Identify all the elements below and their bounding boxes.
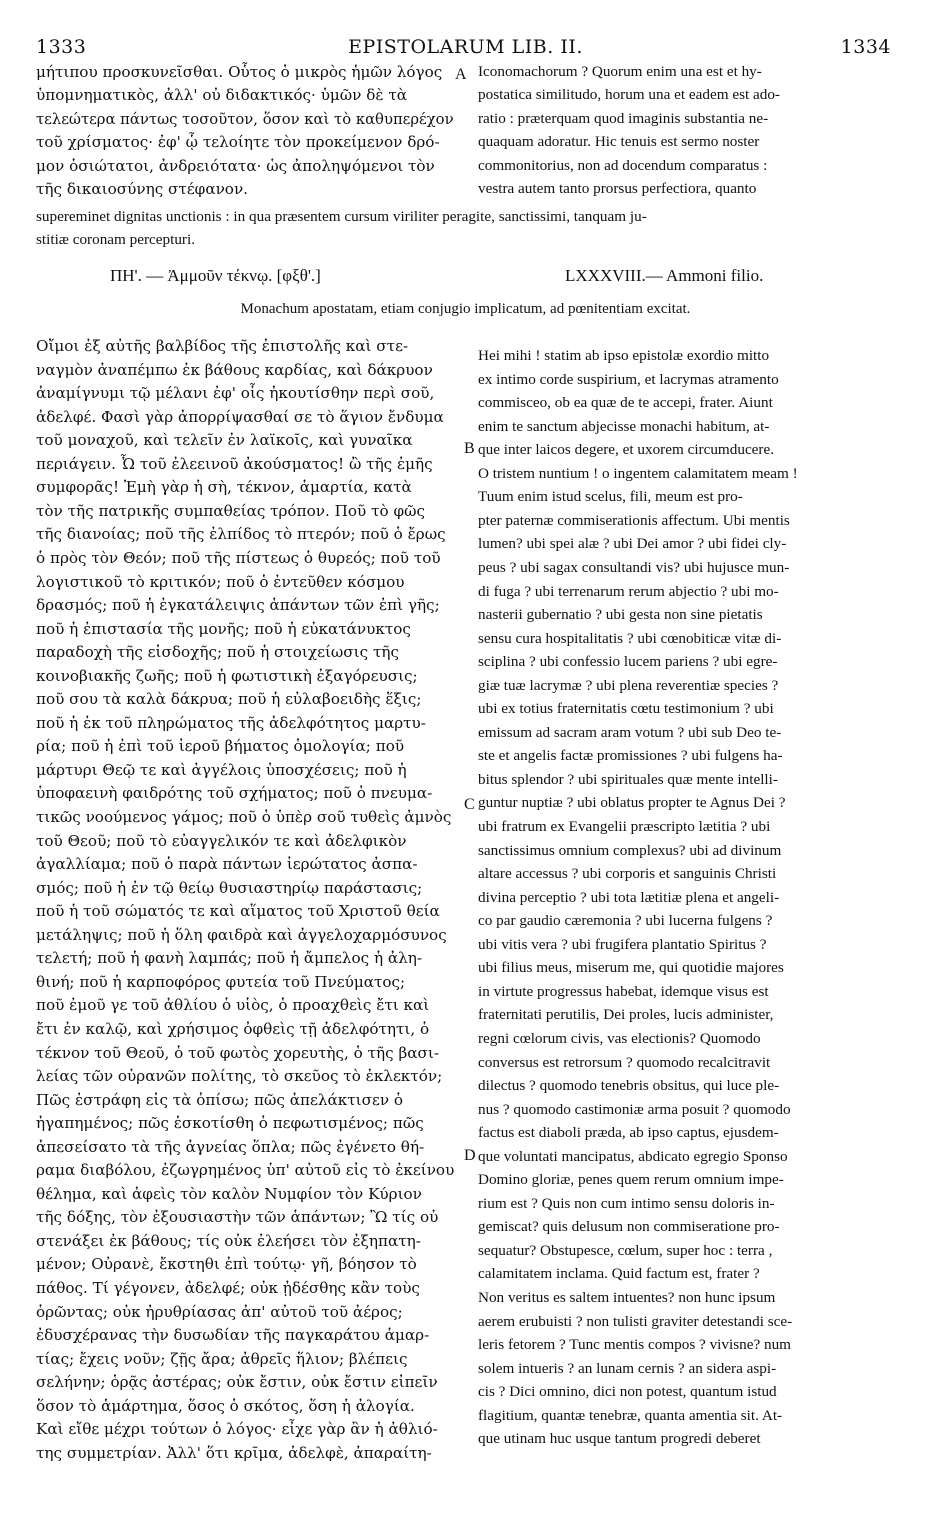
- text-line: postatica similitudo, horum una et eadem est ado-: [478, 86, 780, 104]
- text-line: sanctissimus omnium complexus? ubi ad divinum: [478, 841, 782, 859]
- text-line: stitiæ coronam percepturi.: [36, 231, 196, 249]
- text-line: quaquam adoratur. Hic tenuis est sermo noster: [478, 133, 760, 151]
- text-line: in virtute progressus habebat, idemque visus est: [478, 982, 769, 1000]
- text-line: κοινοβιακῆς ζωῆς; ποῦ ἡ φωτιστικὴ ἐξαγόρευσις;: [36, 666, 418, 685]
- text-line: ἠγαπημένος; πῶς ἐσκοτίσθη ὁ πεφωτισμένος; πῶς: [36, 1114, 424, 1133]
- text-line: σελήνην; ὁρᾷς ἀστέρας; οὐκ ἔστιν, οὐκ ἔστιν εἰπεῖν: [36, 1373, 438, 1392]
- text-line: παραδοχὴ τῆς εἰσδοχῆς; ποῦ ἡ στοιχείωσις τῆς: [36, 643, 399, 662]
- text-line: O tristem nuntium ! o ingentem calamitatem meam !: [478, 464, 798, 482]
- text-line: ubi ex totius fraternitatis cœtu testimonium ? ubi: [478, 700, 774, 718]
- text-line: πάθος. Τί γέγονεν, ἀδελφέ; οὐκ ᾐδέσθης κἂν τοὺς: [36, 1279, 420, 1297]
- text-line: leris fetorem ? Tunc mentis compos ? vivisne? num: [478, 1336, 791, 1354]
- text-line: ποῦ σου τὰ καλὰ δάκρυα; ποῦ ἡ εὐλαβοειδὴς ἕξις;: [36, 690, 422, 709]
- text-line: conversus est retrorsum ? quomodo recalcitravit: [478, 1053, 771, 1071]
- text-line: bitus splendor ? ubi spirituales quæ mente intelli-: [478, 770, 778, 788]
- text-line: τῆς δόξης, τὸν ἐξουσιαστὴν τῶν ἁπάντων; Ὢ τίς οὐ: [36, 1208, 439, 1227]
- text-line: que voluntati mancipatus, abdicato egregio Sponso: [478, 1147, 788, 1165]
- text-line: τοῦ μοναχοῦ, καὶ τελεῖν ἐν λαϊκοῖς, καὶ γυναῖκα: [36, 431, 413, 450]
- text-line: emissum ad sacram aram votum ? ubi sub Deo te-: [478, 723, 782, 741]
- text-line: fraternitati perutilis, Dei proles, lucis administer,: [478, 1006, 774, 1024]
- text-line: rium est ? Quis non cum intimo sensu doloris in-: [478, 1194, 775, 1212]
- margin-marker-d: D: [464, 1147, 476, 1164]
- page-number-right: 1334: [840, 36, 891, 58]
- text-line: flagitium, quantæ tenebræ, quanta amentia sit. At-: [478, 1406, 783, 1424]
- text-line: ποῦ ἡ τοῦ σώματός τε καὶ αἵματος τοῦ Χριστοῦ θεία: [36, 902, 440, 921]
- text-line: supereminet dignitas unctionis : in qua præsentem cursum viriliter peragite, sanctissimi, tanquam ju-: [36, 208, 647, 225]
- text-line: ὅσον τὸ ἁμάρτημα, ὅσος ὁ σκότος, ὅση ἡ ἀλογία.: [36, 1396, 415, 1415]
- text-line: μάρτυρι Θεῷ τε καὶ ἀγγέλοις ὑποσχέσεις; ποῦ ἡ: [36, 760, 407, 779]
- text-line: ἐδυσχέρανας τὴν δυσωδίαν τῆς παγκαράτου ἁμαρ-: [36, 1326, 430, 1345]
- text-line: nasterii gubernatio ? ubi gesta non sine pietatis: [478, 606, 763, 624]
- text-line: ubi filius meus, miserum me, qui quotidie majores: [478, 959, 784, 977]
- text-line: commisceo, ob ea quæ de te accepi, frater. Aiunt: [478, 394, 773, 412]
- text-line: συμφορᾶς! Ἐμὴ γὰρ ἡ σὴ, τέκνον, ἁμαρτία, κατὰ: [36, 478, 412, 497]
- text-line: ὁρῶντας; οὐκ ἠρυθρίασας ἀπ' αὐτοῦ τοῦ ἀέρος;: [36, 1302, 403, 1321]
- text-line: sequatur? Obstupesce, cœlum, super hoc : terra ,: [478, 1241, 773, 1259]
- text-line: περιάγειν. Ὦ τοῦ ἐλεεινοῦ ἀκούσματος! ὢ τῆς ἐμῆς: [36, 454, 433, 473]
- text-line: ἀπεσείσατο τὰ τῆς ἁγνείας ὅπλα; πῶς ἐγένετο θή-: [36, 1137, 425, 1156]
- text-line: ste et angelis factæ promissiones ? ubi fulgens ha-: [478, 747, 783, 765]
- text-line: peus ? ubi sagax consultandi vis? ubi hujusce mun-: [478, 558, 790, 576]
- text-line: calamitatem inclama. Quid factum est, frater ?: [478, 1265, 760, 1283]
- text-line: regni cœlorum civis, vas electionis? Quomodo: [478, 1029, 761, 1047]
- text-line: ἀδελφέ. Φασὶ γὰρ ἀπορρίψασθαί σε τὸ ἅγιον ἔνδυμα: [36, 407, 444, 426]
- text-line: ὁ πρὸς τὸν Θεόν; ποῦ τῆς πίστεως ὁ θυρεός; ποῦ τοῦ: [36, 548, 441, 567]
- text-line: guntur nuptiæ ? ubi oblatus propter te Agnus Dei ?: [478, 794, 786, 812]
- text-line: aerem erubuisti ? non tulisti graviter detestandi sce-: [478, 1312, 793, 1330]
- text-line: Πῶς ἐστράφη εἰς τὰ ὀπίσω; πῶς ἀπελάκτισεν ὁ: [36, 1090, 404, 1109]
- text-line: ex intimo corde suspirium, et lacrymas atramento: [478, 370, 779, 388]
- letter-heading-latin: LXXXVIII.— Ammoni filio.: [565, 266, 764, 285]
- text-line: factus est diaboli præda, ab ipso captus, ejusdem-: [478, 1124, 779, 1142]
- text-line: της συμμετρίαν. Ἀλλ' ὅτι κρῖμα, ἀδελφὲ, ἀπαραίτη-: [36, 1443, 432, 1462]
- text-line: Iconomachorum ? Quorum enim una est et hy-: [478, 63, 762, 80]
- text-line: μετάληψις; ποῦ ἡ ὅλη φαιδρὰ καὶ ἀγγελοχαρμόσυνος: [36, 925, 447, 944]
- text-line: altare accessus ? ubi corporis et sanguinis Christi: [478, 865, 777, 883]
- text-line: co par gaudio cæremonia ? ubi lucerna fulgens ?: [478, 912, 773, 930]
- text-line: τέκνον τοῦ Θεοῦ, ὁ τοῦ φωτὸς χορευτὴς, ὁ τῆς βασι-: [36, 1043, 439, 1062]
- margin-marker-b: B: [464, 440, 475, 457]
- text-line: ἀγαλλίαμα; ποῦ ὁ παρὰ πάντων ἱερώτατος ἀσπα-: [36, 855, 418, 874]
- text-line: que inter laicos degere, et uxorem circumducere.: [478, 441, 775, 459]
- text-line: solem intueris ? an lunam cernis ? an sidera aspi-: [478, 1359, 777, 1377]
- text-line: τῆς διανοίας; ποῦ τῆς ἐλπίδος τὸ πτερόν; ποῦ ὁ ἔρως: [36, 525, 446, 544]
- text-line: commonitorius, non ad docendum comparatus :: [478, 156, 768, 174]
- text-line: ναγμὸν ἀναπέμπω ἐκ βάθους καρδίας, καὶ δάκρυον: [36, 360, 433, 379]
- text-line: ποῦ ἡ ἐπιστασία τῆς μονῆς; ποῦ ἡ εὐκατάνυκτος: [36, 619, 411, 638]
- text-line: τῆς δικαιοσύνης στέφανον.: [36, 180, 249, 198]
- text-line: λείας τῶν οὐρανῶν πολίτης, τὸ σκεῦος τὸ ἐκλεκτόν;: [36, 1067, 443, 1086]
- text-line: Καὶ εἴθε μέχρι τούτων ὁ λόγος· εἶχε γὰρ ἂν ἡ ἀθλιό-: [36, 1420, 438, 1439]
- text-line: ἀναμίγνυμι τῷ μέλανι ἐφ' οἷς ἠκουτίσθην περὶ σοῦ,: [36, 384, 435, 403]
- text-line: ποῦ ἐμοῦ γε τοῦ ἀθλίου ὁ υἱὸς, ὁ προαχθεὶς ἔτι καὶ: [36, 996, 430, 1015]
- text-line: divina perceptio ? ubi tota lætitiæ plena et angeli-: [478, 888, 780, 906]
- text-line: τελεώτερα πάντως τοσοῦτον, ὅσον καὶ τὸ καθυπερέχον: [36, 109, 454, 128]
- margin-marker-c: C: [464, 796, 475, 813]
- text-line: δρασμός; ποῦ ἡ ἐγκατάλειψις ἁπάντων τῶν ἐπὶ γῆς;: [36, 596, 440, 615]
- text-line: μένον; Οὐρανὲ, ἔκστηθι ἐπὶ τούτῳ· γῆ, βόησον τὸ: [36, 1255, 417, 1274]
- margin-marker-a: A: [455, 66, 467, 83]
- page-number-left: 1333: [36, 36, 87, 58]
- text-line: ratio : præterquam quod imaginis substantia ne-: [478, 109, 769, 127]
- text-line: τὸν τῆς πατρικῆς συμπαθείας τρόπον. Ποῦ τὸ φῶς: [36, 501, 425, 520]
- text-line: nus ? quomodo castimoniæ arma posuit ? quomodo: [478, 1100, 791, 1118]
- text-line: giæ tuæ lacrymæ ? ubi plena reverentiæ species ?: [478, 676, 779, 694]
- text-line: στενάξει ἐκ βάθους; τίς οὐκ ἐλεήσει τὸν ἐξηπατη-: [36, 1231, 421, 1250]
- text-line: Domino gloriæ, penes quem rerum omnium impe-: [478, 1171, 784, 1189]
- text-line: ποῦ ἡ ἐκ τοῦ πληρώματος τῆς ἀδελφότητος μαρτυ-: [36, 713, 426, 732]
- text-line: gemiscat? quis delusum non commiseratione pro-: [478, 1218, 780, 1236]
- text-line: Οἴμοι ἐξ αὐτῆς βαλβίδος τῆς ἐπιστολῆς καὶ στε-: [36, 337, 409, 355]
- text-line: di fuga ? ubi terrenarum rerum abjectio ? ubi mo-: [478, 582, 779, 600]
- text-line: τοῦ Θεοῦ; ποῦ τὸ εὐαγγελικόν τε καὶ ἀδελφικὸν: [36, 831, 407, 850]
- text-line: ὑποφαεινὴ φαιδρότης τοῦ σχήματος; ποῦ ὁ πνευμα-: [36, 784, 433, 803]
- text-line: τοῦ χρίσματος· ἐφ' ᾧ τελοίητε τὸν προκείμενον δρό-: [36, 133, 440, 152]
- text-line: τελετή; ποῦ ἡ φανὴ λαμπάς; ποῦ ἡ ἄμπελος ἡ ἀλη-: [36, 949, 423, 968]
- text-line: que utinam huc usque tantum progredi deberet: [478, 1430, 761, 1448]
- text-line: ubi fratrum ex Evangelii præscripto lætitia ? ubi: [478, 818, 771, 835]
- text-line: τίας; ἔχεις νοῦν; ζῇς ἄρα; ἀθρεῖς ἥλιον; βλέπεις: [36, 1349, 408, 1368]
- text-line: sciplina ? ubi confessio lucem pariens ? ubi egre-: [478, 653, 778, 671]
- text-line: Hei mihi ! statim ab ipso epistolæ exordio mitto: [478, 347, 770, 364]
- text-line: λογιστικοῦ τὸ κριτικόν; ποῦ ὁ ἐντεῦθεν κόσμου: [36, 572, 405, 591]
- text-line: μήτιπου προσκυνεῖσθαι. Οὗτος ὁ μικρὸς ἡμῶν λόγος: [36, 63, 443, 81]
- text-line: lumen? ubi spei alæ ? ubi Dei amor ? ubi fidei cly-: [478, 535, 787, 553]
- text-line: μον ὁσιώτατοι, ἀνδρειότατα· ὡς ἀποληψόμενοι τὸν: [36, 156, 435, 175]
- text-line: ρία; ποῦ ἡ ἐπὶ τοῦ ἱεροῦ βήματος ὁμολογία; ποῦ: [36, 737, 405, 756]
- text-line: vestra autem tanto prorsus perfectiora, quanto: [478, 180, 757, 197]
- text-line: sensu cura hospitalitatis ? ubi cœnobiticæ vitæ di-: [478, 629, 782, 647]
- running-title: EPISTOLARUM LIB. II.: [348, 36, 583, 58]
- text-line: dilectus ? quomodo tenebris obsitus, qui luce ple-: [478, 1077, 780, 1095]
- text-line: τικῶς νοούμενος γάμος; ποῦ ὁ ὑπὲρ σοῦ τυθεὶς ἀμνὸς: [36, 808, 452, 826]
- text-line: θέλημα, καὶ ἀφεὶς τὸν καλὸν Νυμφίον τὸν Κύριον: [36, 1184, 422, 1203]
- text-line: Tuum enim istud scelus, fili, meum est pro-: [478, 488, 743, 506]
- text-line: ἔτι ἐν καλῷ, καὶ χρήσιμος ὀφθεὶς τῇ ἀδελφότητι, ὁ: [36, 1019, 430, 1038]
- letter-heading-greek: ΠΗ'. — Ἀμμοῦν τέκνῳ. [φξθ'.]: [110, 266, 321, 285]
- text-line: ubi vitis vera ? ubi frugifera plantatio Spiritus ?: [478, 935, 767, 953]
- text-line: enim te sanctum abjecisse monachi habitum, at-: [478, 417, 770, 435]
- letter-summary: Monachum apostatam, etiam conjugio implicatum, ad pœnitentiam excitat.: [240, 301, 691, 317]
- text-line: ὑπομνηματικὸς, ἀλλ' οὐ διδακτικός· ὑμῶν δὲ τὰ: [36, 86, 408, 105]
- text-line: pter paternæ commiserationis affectum. Ubi mentis: [478, 511, 790, 529]
- text-line: cis ? Dici omnino, dici non potest, quantum istud: [478, 1383, 777, 1401]
- text-line: θινή; ποῦ ἡ καρποφόρος φυτεία τοῦ Πνεύματος;: [36, 972, 406, 991]
- text-line: ραμα διαβόλου, ἐζωγρημένος ὑπ' αὐτοῦ εἰς τὸ ἐκείνου: [36, 1161, 455, 1180]
- text-line: Non veritus es saltem intuentes? non hunc ipsum: [478, 1289, 776, 1306]
- text-line: σμός; ποῦ ἡ ἐν τῷ θείῳ θυσιαστηρίῳ παράστασις;: [36, 878, 423, 897]
